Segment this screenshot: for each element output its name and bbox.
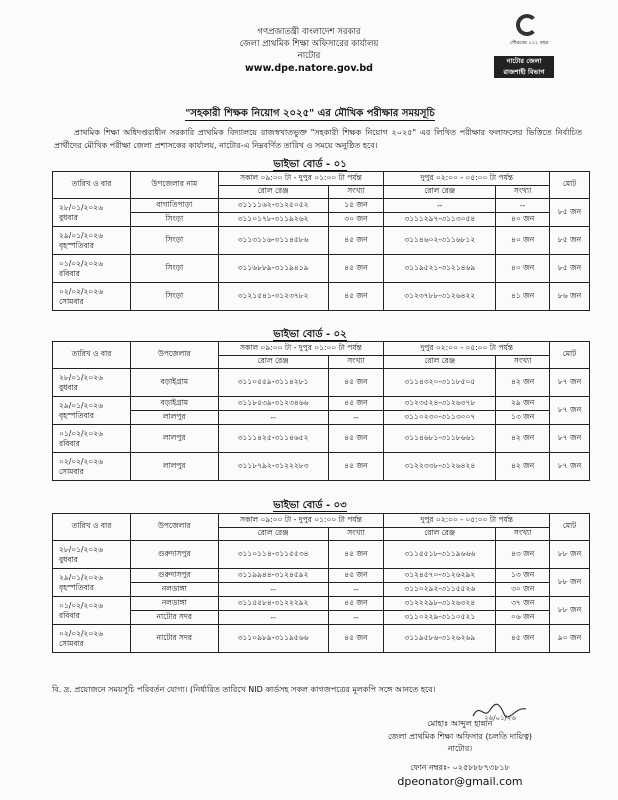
header-count: সংখ্যা	[496, 356, 550, 369]
day-text: বৃহস্পতিবার	[59, 410, 94, 420]
morning-count-cell: ৪৫ জন	[328, 625, 384, 653]
date-text: ০২/০২/২০২৬	[59, 456, 104, 466]
upazila-cell: নাটোর সদর	[130, 611, 218, 625]
table-row	[53, 541, 590, 569]
date-cell	[53, 397, 131, 425]
header-morning: সকাল ০৯:০০ টা - দুপুর ০১:০০ টা পর্যন্ত	[218, 342, 384, 356]
day-text: বুধবার	[59, 212, 78, 222]
board-3-table	[52, 513, 590, 653]
table-row	[53, 583, 590, 597]
day-text: বৃহস্পতিবার	[59, 240, 94, 250]
board-2-table	[52, 341, 590, 481]
morning-count-cell: ৪৫ জন	[328, 227, 384, 255]
header-morning: সকাল ০৯:০০ টা - দুপুর ০১:০০ টা পর্যন্ত	[218, 172, 384, 186]
afternoon-roll-cell: ৩১১১২৯৭-৩১১৩০৫৪	[384, 213, 496, 227]
morning-roll-cell: ৩১২১৫৪১-৩১২৩৭৮২	[218, 283, 328, 311]
date-cell	[53, 569, 131, 597]
table-row	[53, 369, 590, 397]
logo-mark-icon	[516, 14, 538, 36]
morning-roll-cell: ৩১১০১১৪-৩১১৫৫৩৪	[218, 541, 328, 569]
signature-date: ২৬/০১/২৬	[484, 714, 517, 722]
afternoon-count-cell: ১৩ জন	[496, 569, 550, 583]
afternoon-roll-cell: ৩১১৪৬৮১-৩১১৮৬৬১	[384, 425, 496, 453]
morning-roll-cell: ৩১১০১৭৮-৩১১৯২৬২	[218, 213, 328, 227]
table-row	[53, 569, 590, 583]
logo-caption: গৌরবের ১২২ বছর	[509, 40, 549, 46]
header-upazila: উপজেলার	[130, 514, 218, 541]
logo-banner-line1: নাটোর জেলা	[506, 57, 542, 65]
signer-place: নাটোর।	[447, 744, 473, 753]
header-roll: রোল রেঞ্জ	[218, 528, 328, 541]
table-row	[53, 283, 590, 311]
day-text: রবিবার	[59, 268, 80, 278]
upazila-cell: গুরুদাসপুর	[130, 569, 218, 583]
header-total: মোট	[550, 172, 590, 199]
afternoon-roll-cell: ৩১১৯৫২১-৩১২১৪৬৯	[384, 255, 496, 283]
afternoon-roll-cell: ৩১২২২৯৮-৩১২৬৩২৪	[384, 597, 496, 611]
logo-banner	[494, 56, 554, 78]
footer-note: বি. দ্র. প্রয়োজনে সময়সূচি পরিবর্তন যোগ্য। (নির্ধারিত তারিখে NID কার্ডসহ সকল কাগজপত্রের মূলকপি সঙ্গে আনতে হবে।	[52, 685, 436, 694]
afternoon-roll-cell: ৩১১০২৩০-৩১১৩০০৭	[384, 411, 496, 425]
date-cell	[53, 625, 131, 653]
date-cell	[53, 283, 131, 311]
header-total: মোট	[550, 342, 590, 369]
upazila-cell: সিংড়া	[130, 283, 218, 311]
date-text: ০২/০২/২০২৬	[59, 628, 104, 638]
date-cell	[53, 255, 131, 283]
header-afternoon: দুপুর ০২:০০ - ০৫:০০ টা পর্যন্ত	[384, 172, 550, 186]
morning-count-cell: --	[328, 583, 384, 597]
morning-count-cell: ১৫ জন	[328, 199, 384, 213]
morning-roll-cell: ৩১১৬৮৮৯-৩১১৯৪১৯	[218, 255, 328, 283]
header-office: জেলা প্রাথমিক শিক্ষা অফিসারের কার্যালয়	[239, 39, 379, 49]
header-count: সংখ্যা	[328, 528, 384, 541]
morning-count-cell: ৪৫ জন	[328, 255, 384, 283]
header-roll: রোল রেঞ্জ	[384, 186, 496, 199]
signer-name: মোহাঃ আব্দুল হান্নান	[427, 719, 493, 728]
upazila-cell: বড়াইগ্রাম	[130, 397, 218, 411]
afternoon-roll-cell: ৩১১৪৩২০-৩১১৮৫০৫	[384, 369, 496, 397]
document-title	[60, 106, 560, 123]
date-text: ২৯/০১/২০২৬	[59, 572, 104, 582]
upazila-cell: সিংড়া	[130, 227, 218, 255]
header-date: তারিখ ও বার	[53, 172, 131, 199]
date-cell	[53, 453, 131, 481]
upazila-cell: সিংড়া	[130, 213, 218, 227]
header-afternoon: দুপুর ০২:০০ - ০৫:০০ টা পর্যন্ত	[384, 514, 550, 528]
upazila-cell: নলডাঙ্গা	[130, 597, 218, 611]
morning-roll-cell: ৩১১১১৬২-৩১২৫০৫২	[218, 199, 328, 213]
header-morning: সকাল ০৯:০০ টা - দুপুর ০১:০০ টা পর্যন্ত	[218, 514, 384, 528]
header-upazila: উপজেলার নাম	[130, 172, 218, 199]
table-row	[53, 199, 590, 213]
header-roll: রোল রেঞ্জ	[218, 186, 328, 199]
upazila-cell: লালপুর	[130, 453, 218, 481]
intro-paragraph: প্রাথমিক শিক্ষা অধিদপ্তরাধীন সরকারি প্রাথমিক বিদ্যালয়ে রাজস্বখাতভুক্ত "সহকারী শিক্ষক নিয়োগ ২০২৫" এর লিখিত পরীক্ষার ফলাফলের ভিত্তিতে নির্বাচিত প্রার্থীদের মৌখিক পরীক্ষা জেলা প্রশাসকের কার্যালয়, নাটোর-এ নিম্নবর্ণিত তারিখ ও সময়ে অনুষ্ঠিত হবে।	[54, 128, 582, 150]
table-row	[53, 453, 590, 481]
date-cell	[53, 227, 131, 255]
date-cell	[53, 425, 131, 453]
total-cell: ৮৭ জন	[550, 453, 590, 481]
afternoon-roll-cell: ৩১২৩৭৮৮-৩১২৬৪২২	[384, 283, 496, 311]
header-government: গণপ্রজাতন্ত্রী বাংলাদেশ সরকার	[257, 27, 361, 37]
board-1-table	[52, 171, 590, 311]
table-row	[53, 213, 590, 227]
morning-roll-cell: ৩১১০৫৫৯-৩১১৪২৮১	[218, 369, 328, 397]
morning-count-cell: --	[328, 411, 384, 425]
total-cell: ৯০ জন	[550, 625, 590, 653]
upazila-cell: নাটোর সদর	[130, 625, 218, 653]
header-roll: রোল রেঞ্জ	[218, 356, 328, 369]
header-total: মোট	[550, 514, 590, 541]
day-text: রবিবার	[59, 438, 80, 448]
signer-email[interactable]: dpeonator@gmail.com	[397, 775, 523, 788]
signer-designation: জেলা প্রাথমিক শিক্ষা অফিসার (চলতি দায়িত্ব)	[387, 731, 533, 741]
morning-count-cell: ৪৫ জন	[328, 369, 384, 397]
header-count: সংখ্যা	[328, 356, 384, 369]
table-row	[53, 411, 590, 425]
header-date: তারিখ ও বার	[53, 514, 131, 541]
header-roll: রোল রেঞ্জ	[384, 528, 496, 541]
office-logo	[486, 14, 566, 82]
morning-count-cell: ৪৫ জন	[328, 453, 384, 481]
afternoon-count-cell: ৪২ জন	[496, 369, 550, 397]
morning-roll-cell: ৩১১৯৯৪৪-৩১২৪৫৯২	[218, 569, 328, 583]
date-text: ২৮/০১/২০২৬	[59, 544, 104, 554]
signatory-block	[340, 718, 580, 789]
table-row	[53, 255, 590, 283]
morning-roll-cell: ৩১১৮৫৩৯-৩১২৩৪৬৬	[218, 397, 328, 411]
afternoon-count-cell: ৪১ জন	[496, 283, 550, 311]
date-text: ০১/০২/২০২৬	[59, 600, 104, 610]
morning-roll-cell: ৩১১৩১১৬-৩১১৪৫৮৬	[218, 227, 328, 255]
afternoon-count-cell: ২৯ জন	[496, 397, 550, 411]
afternoon-roll-cell: ৩১২৪৫৭০-৩১২৬২৯২	[384, 569, 496, 583]
morning-roll-cell: ৩১১৫৫৮৪-৩১২২২৯২	[218, 597, 328, 611]
day-text: সোমবার	[59, 638, 84, 648]
morning-roll-cell: ৩১১০৯৮৯-৩১১৯৫৬৬	[218, 625, 328, 653]
date-text: ২৮/০১/২০২৬	[59, 202, 104, 212]
morning-roll-cell: ৩১১৮৭৯২-৩১২২২৮৩	[218, 453, 328, 481]
morning-count-cell: ৩০ জন	[328, 213, 384, 227]
morning-count-cell: ৪৫ জন	[328, 569, 384, 583]
day-text: বুধবার	[59, 554, 78, 564]
total-cell: ৮৫ জন	[550, 255, 590, 283]
morning-roll-cell: --	[218, 411, 328, 425]
total-cell: ৮৫ জন	[550, 199, 590, 227]
day-text: সোমবার	[59, 296, 84, 306]
afternoon-roll-cell: ৩১১৯৫৮৬-৩১২৬২৬৯	[384, 625, 496, 653]
office-header	[150, 26, 468, 75]
total-cell: ৮৮ জন	[550, 597, 590, 625]
upazila-cell: লালপুর	[130, 411, 218, 425]
afternoon-count-cell: ৪৩ জন	[496, 541, 550, 569]
total-cell: ৮৭ জন	[550, 425, 590, 453]
total-cell: ৮৭ জন	[550, 369, 590, 397]
upazila-cell: গুরুদাসপুর	[130, 541, 218, 569]
table-row	[53, 625, 590, 653]
upazila-cell: বড়াইগ্রাম	[130, 369, 218, 397]
day-text: রবিবার	[59, 610, 80, 620]
header-date: তারিখ ও বার	[53, 342, 131, 369]
total-cell: ৮৫ জন	[550, 227, 590, 255]
header-count: সংখ্যা	[496, 528, 550, 541]
board-1-title-text: ভাইভা বোর্ড - ০১	[273, 159, 347, 170]
table-row	[53, 425, 590, 453]
morning-count-cell: ৪৫ জন	[328, 397, 384, 411]
upazila-cell: লালপুর	[130, 425, 218, 453]
date-cell	[53, 541, 131, 569]
afternoon-roll-cell: ৩১১০২৯২-৩১১৫৫২৬	[384, 583, 496, 597]
header-afternoon: দুপুর ০২:০০ - ০৫:০০ টা পর্যন্ত	[384, 342, 550, 356]
total-cell: ৮৬ জন	[550, 283, 590, 311]
table-row	[53, 397, 590, 411]
date-cell	[53, 369, 131, 397]
morning-roll-cell: --	[218, 583, 328, 597]
day-text: সোমবার	[59, 466, 84, 476]
header-district: নাটোর	[297, 51, 321, 61]
header-count: সংখ্যা	[328, 186, 384, 199]
date-text: ২৯/০১/২০২৬	[59, 400, 104, 410]
date-text: ২৮/০১/২০২৬	[59, 372, 104, 382]
afternoon-roll-cell: ৩১১০২২৯-৩১১০৫২১	[384, 611, 496, 625]
upazila-cell: নলডাঙ্গা	[130, 583, 218, 597]
date-text: ০১/০২/২০২৬	[59, 258, 104, 268]
total-cell: ৮৮ জন	[550, 541, 590, 569]
afternoon-count-cell: ৪০ জন	[496, 213, 550, 227]
morning-count-cell: ৪৫ জন	[328, 597, 384, 611]
table-row	[53, 597, 590, 611]
header-upazila: উপজেলার	[130, 342, 218, 369]
afternoon-count-cell: ৪৫ জন	[496, 625, 550, 653]
afternoon-count-cell: ৪০ জন	[496, 255, 550, 283]
table-row	[53, 611, 590, 625]
afternoon-count-cell: --	[496, 199, 550, 213]
morning-count-cell: ৪৫ জন	[328, 541, 384, 569]
table-row	[53, 227, 590, 255]
morning-count-cell: ৪৫ জন	[328, 425, 384, 453]
total-cell: ৮৮ জন	[550, 569, 590, 597]
morning-count-cell: --	[328, 611, 384, 625]
afternoon-count-cell: ১৩ জন	[496, 411, 550, 425]
day-text: বুধবার	[59, 382, 78, 392]
morning-roll-cell: --	[218, 611, 328, 625]
afternoon-roll-cell: ৩১১৫৫১৮-৩১১৯৬৬৬	[384, 541, 496, 569]
afternoon-count-cell: ৩৭ জন	[496, 597, 550, 611]
afternoon-roll-cell: ৩১২২৩৩৮-৩১২৬৪২৪	[384, 453, 496, 481]
board-3-title-text: ভাইভা বোর্ড - ০৩	[273, 500, 347, 511]
header-count: সংখ্যা	[496, 186, 550, 199]
logo-banner-line2: রাজশাহী বিভাগ	[503, 68, 545, 76]
afternoon-count-cell: ৪০ জন	[496, 227, 550, 255]
afternoon-count-cell: ৩০ জন	[496, 583, 550, 597]
date-cell	[53, 597, 131, 625]
day-text: বৃহস্পতিবার	[59, 582, 94, 592]
afternoon-roll-cell: --	[384, 199, 496, 213]
header-website[interactable]: www.dpe.natore.gov.bd	[245, 63, 373, 74]
afternoon-count-cell: ৪২ জন	[496, 453, 550, 481]
afternoon-roll-cell: ৩১১৪৬০২-৩১১৬৮১২	[384, 227, 496, 255]
date-text: ০২/০২/২০২৬	[59, 286, 104, 296]
afternoon-count-cell: ৪২ জন	[496, 425, 550, 453]
signer-phone: ফোন নম্বরঃ- ০২৫৮৮৮৭৩৮১৮	[410, 762, 510, 772]
morning-count-cell: ৪৫ জন	[328, 283, 384, 311]
board-2-title-text: ভাইভা বোর্ড - ০২	[273, 329, 347, 340]
date-cell	[53, 199, 131, 227]
total-cell: ৮৭ জন	[550, 397, 590, 425]
afternoon-roll-cell: ৩১২৩৫২৪-৩১২৬৩৭৮	[384, 397, 496, 411]
upazila-cell: সিংড়া	[130, 255, 218, 283]
document-title-text: "সহকারী শিক্ষক নিয়োগ ২০২৫" এর মৌখিক পরীক্ষার সময়সূচি	[185, 108, 435, 119]
morning-roll-cell: ৩১১১৪২৫-৩১১৪৬৫২	[218, 425, 328, 453]
upazila-cell: বাগাতিপাড়া	[130, 199, 218, 213]
afternoon-count-cell: ০৬ জন	[496, 611, 550, 625]
date-text: ২৯/০১/২০২৬	[59, 230, 104, 240]
header-roll: রোল রেঞ্জ	[384, 356, 496, 369]
date-text: ০১/০২/২০২৬	[59, 428, 104, 438]
